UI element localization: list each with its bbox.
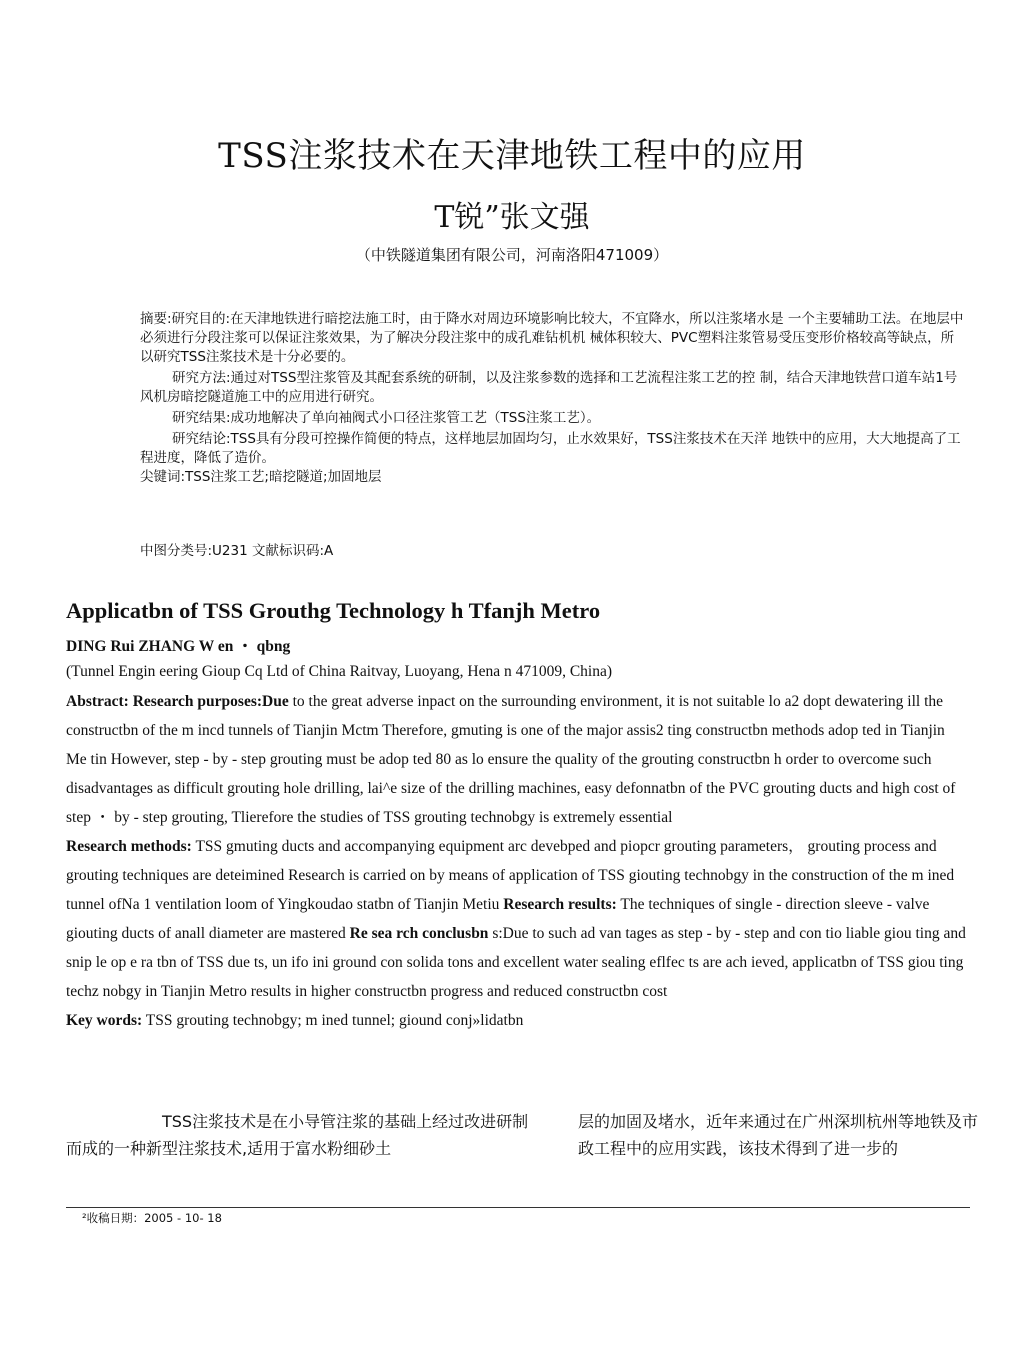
abstract-cn — [140, 310, 964, 487]
paper-title-en: Applicatbn of TSS Grouthg Technology h Tfanjh Metro — [66, 598, 601, 623]
body-column-right: 层的加固及堵水，近年来通过在广州深圳杭州等地铁及市政工程中的应用实践，该技术得到了进一步的 — [578, 1112, 979, 1158]
abstract-rest-en — [66, 832, 966, 1006]
body-column-left: TSS注浆技术是在小导管注浆的基础上经过改进研制而成的一种新型注浆技术,适用于富水粉细砂土 — [66, 1112, 529, 1158]
conclusions-text-en: s:Due to such ad van tages as step - by - step and con tio liable giou ting and snip le op e ra tbn of TSS due ts, un ifo ini ground con solida tons and excellent water sealing eflfec ts are ach ieved, applicatbn of TSS giou ting techz nobgy in Tianjin Metro results in higher constructbn progress and reduced constructbn cost — [66, 925, 966, 1000]
keywords-text-en: TSS grouting technobgy; m ined tunnel; giound conj»lidatbn — [142, 1012, 524, 1029]
abstract-purposes-en — [66, 687, 966, 832]
keywords-en — [66, 1006, 966, 1035]
authors-en: DING Rui ZHANG W en ・ qbng — [66, 638, 291, 655]
received-date-footnote: ²收稿日期：2005 - 10- 18 — [82, 1211, 222, 1225]
methods-text-en: TSS gmuting ducts and accompanying equipment arc devebped and piopcr grouting parameters， grouting process and grouting techniques are deteimined Research is carried on by means of application of TSS giouting technobgy in the construction of the m ined tunnel ofNa 1 ventilation loom of Yingkoudao statbn of Tianjin Metiu — [66, 838, 955, 913]
footnote-divider — [66, 1207, 970, 1208]
abstract-en — [66, 687, 966, 1035]
results-text-en: The techniques of single - direction sleeve - valve giouting ducts of anall diameter are mastered — [66, 896, 930, 942]
abstract-conclusions-cn: 研究结论:TSS具有分段可控操作简便的特点，这样地层加固均匀，止水效果好，TSS注浆技术在天洋 地铁中的应用，大大地提高了工程进度，降低了造价。 — [140, 431, 961, 466]
affiliation-cn: （中铁隧道集团有限公司，河南洛阳471009） — [355, 246, 669, 264]
keywords-cn: 尖键词:TSS注浆工艺;暗挖隧道;加固地层 — [140, 469, 382, 485]
abstract-methods-cn: 研究方法:通过对TSS型注浆管及其配套系统的研制，以及注浆参数的选择和工艺流程注浆工艺的控 制，结合天津地铁营口道车站1号风机房暗挖隧道施工中的应用进行研究。 — [140, 370, 958, 405]
abstract-results-cn: 研究结果:成功地解决了单向袖阀式小口径注浆管工艺（TSS注浆工艺）。 — [172, 410, 601, 426]
classification-code: 中图分类号:U231 文献标识码:A — [140, 543, 334, 559]
conclusions-label-en: Re sea rch conclusbn — [349, 925, 489, 942]
methods-label-en: Research methods: — [66, 838, 192, 855]
abstract-purpose-cn: 摘要:研究目的:在天津地铁进行暗挖法施工时，由于降水对周边环境影响比较大，不宜降水，所以注浆堵水是 一个主要辅助工法。在地层中必须进行分段注浆可以保证注浆效果，为了解决分段注浆中的成孔难钻机机 械体积较大、PVC塑料注浆管易受压变形价格较高等缺点，所以研究TSS注浆技术是十分必要的。 — [140, 311, 964, 365]
abstract-purposes-text: to the great adverse inpact on the surrounding environment, it is not suitable lo a2 dopt dewatering ill the constructbn of the m incd tunnels of Tianjin Mctm Therefore, gmuting is one of the major assis2 ting constructbn methods adop ted in Tianjin Me tin However, step - by - step grouting must be adop ted 80 as lo ensure the quality of the grouting constructbn h order to overcome such disadvantages as difficult grouting hole drilling, lai^e size of the drilling machines, easy defonnatbn of the PVC grouting ducts and high cost of step ・ by - step grouting, Tlierefore the studies of TSS grouting technobgy is extremely essential — [66, 693, 956, 826]
abstract-label-en: Abstract: Research purposes:Due — [66, 693, 289, 710]
affiliation-en: (Tunnel Engin eering Gioup Cq Ltd of China Raitvay, Luoyang, Hena n 471009, China) — [66, 663, 613, 680]
paper-title-cn: TSS注浆技术在天津地铁工程中的应用 — [218, 136, 806, 176]
authors-cn: T锐”张文强 — [434, 200, 590, 235]
keywords-label-en: Key words: — [66, 1012, 143, 1029]
results-label-en: Research results: — [503, 896, 617, 913]
